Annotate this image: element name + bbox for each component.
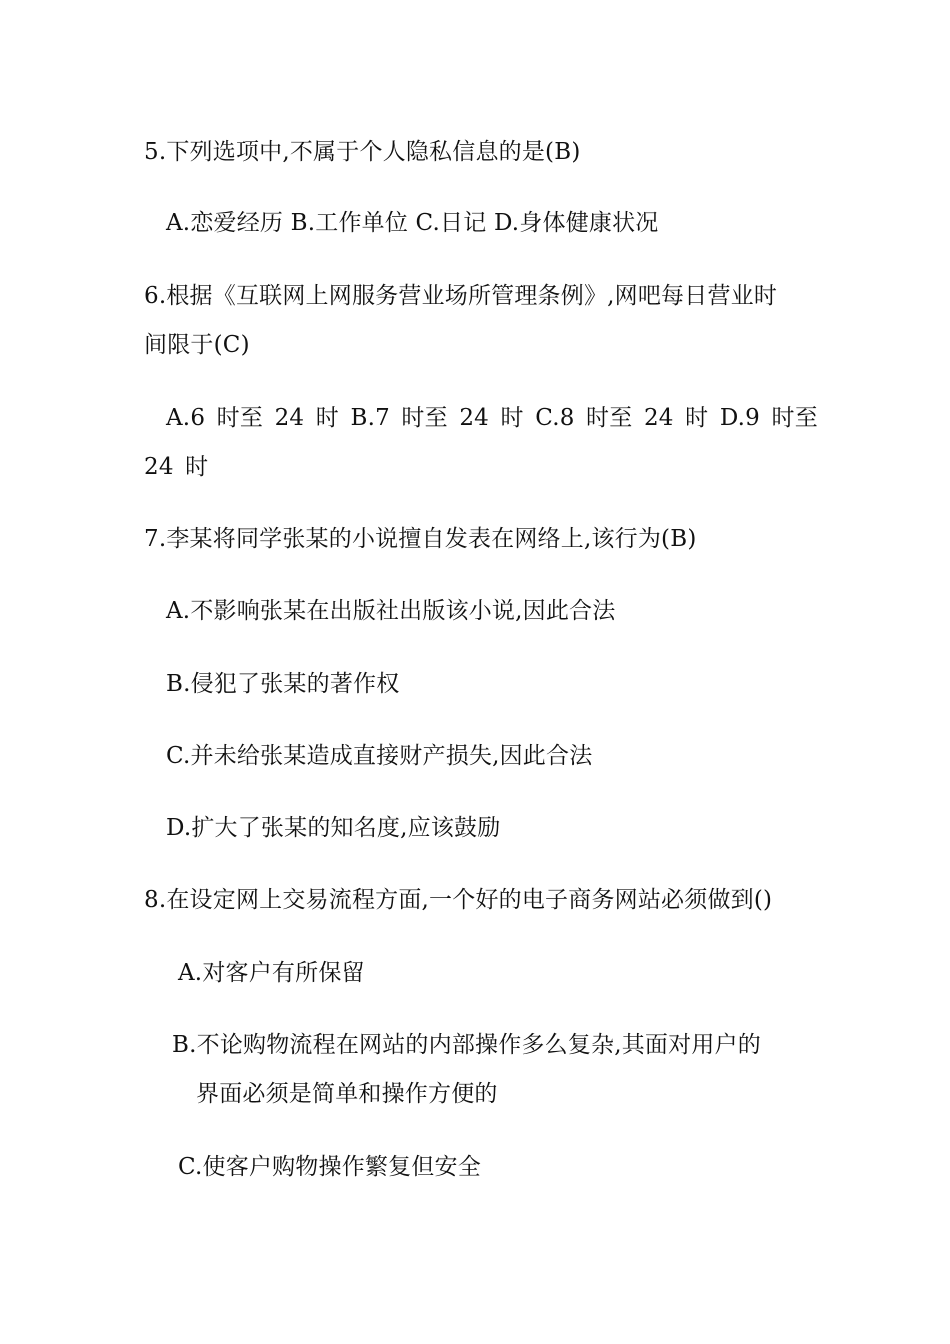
- question-7-stem: 7.李某将同学张某的小说擅自发表在网络上,该行为(B): [144, 526, 697, 552]
- question-7-option-a: A.不影响张某在出版社出版该小说,因此合法: [166, 598, 616, 624]
- question-6-options-line2: 24 时: [144, 454, 209, 480]
- question-5-options: A.恋爱经历 B.工作单位 C.日记 D.身体健康状况: [166, 210, 659, 236]
- question-7-option-b: B.侵犯了张某的著作权: [166, 671, 400, 697]
- question-5-stem: 5.下列选项中,不属于个人隐私信息的是(B): [144, 139, 581, 165]
- question-8-option-a: A.对客户有所保留: [178, 960, 365, 986]
- question-8-option-c: C.使客户购物操作繁复但安全: [178, 1154, 481, 1180]
- question-7-option-c: C.并未给张某造成直接财产损失,因此合法: [166, 743, 593, 769]
- question-8-option-b-line2: 界面必须是简单和操作方便的: [196, 1081, 498, 1107]
- question-8-stem: 8.在设定网上交易流程方面,一个好的电子商务网站必须做到(): [144, 887, 773, 913]
- question-7-option-d: D.扩大了张某的知名度,应该鼓励: [166, 815, 501, 841]
- question-6-stem-line2: 间限于(C): [144, 332, 250, 358]
- question-8-option-b-line1: B.不论购物流程在网站的内部操作多么复杂,其面对用户的: [172, 1032, 761, 1058]
- question-6-options-line1: A.6 时至 24 时 B.7 时至 24 时 C.8 时至 24 时 D.9 时至: [166, 405, 818, 431]
- question-6-stem-line1: 6.根据《互联网上网服务营业场所管理条例》,网吧每日营业时: [144, 283, 778, 309]
